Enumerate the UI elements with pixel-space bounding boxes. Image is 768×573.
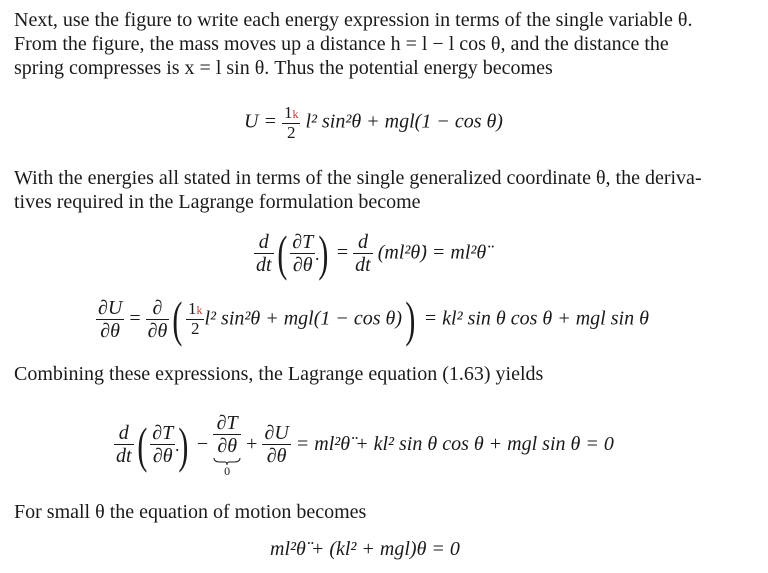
eq-sign: = <box>336 241 349 264</box>
left-paren: ( <box>172 291 183 347</box>
fraction-dT-dtheta <box>213 412 241 477</box>
frac-numerator: ∂T <box>216 412 238 434</box>
text-line: Combining these expressions, the Lagrange equation (1.63) yields <box>14 363 544 385</box>
left-paren: ( <box>276 225 287 281</box>
frac-numerator: ∂T <box>152 422 174 444</box>
frac-numerator: ∂U <box>264 422 289 444</box>
frac-denominator: ∂θ <box>266 445 287 467</box>
frac-numerator: ∂ <box>152 296 163 319</box>
equation-lagrange <box>114 412 614 477</box>
frac-numerator: ∂U <box>98 296 123 319</box>
frac-numerator: d <box>357 230 368 253</box>
fraction-d-dt <box>114 422 134 467</box>
frac-numerator: ∂T <box>292 230 314 253</box>
right-paren: ) <box>178 416 189 473</box>
plus-sign: + <box>246 433 258 455</box>
right-paren: ) <box>318 225 329 281</box>
eq-sign: = <box>129 307 141 330</box>
frac-denominator: ∂θ <box>100 319 121 342</box>
paragraph-generalized-coordinate <box>14 166 754 214</box>
frac-denominator: dt <box>116 445 132 467</box>
fraction-d-dt-rhs <box>353 231 373 276</box>
fraction-half <box>186 300 205 338</box>
fraction-dT-dthetadot <box>150 422 175 467</box>
frac-numerator: d <box>258 230 269 253</box>
left-paren: ( <box>136 416 147 473</box>
text-line: tives required in the Lagrange formulation become <box>14 191 421 213</box>
frac-numerator: d <box>118 422 129 444</box>
fraction-partial-dtheta <box>146 297 170 342</box>
eq-text: ml²θ̈ + (kl² + mgl)θ = 0 <box>270 538 460 560</box>
frac-numerator: 1 <box>283 103 293 122</box>
eq-rhs: (ml²θ̇) = ml²θ̈ <box>377 241 487 264</box>
eq-lhs: U = <box>244 110 277 133</box>
fraction-dT-dthetadot <box>290 231 315 276</box>
paragraph-energy-expressions <box>14 8 754 80</box>
underbrace-zero: 0 <box>224 464 231 478</box>
frac-denominator: ∂θ̇ <box>292 253 313 276</box>
text-line: For small θ the equation of motion becomes <box>14 501 367 523</box>
paragraph-combining <box>14 362 754 386</box>
frac-denominator: 2 <box>286 123 296 142</box>
frac-denominator: ∂θ <box>147 319 168 342</box>
inner-expression: l² sin²θ + mgl(1 − cos θ) <box>204 307 402 330</box>
frac-denominator: dt <box>355 253 371 276</box>
paragraph-small-theta <box>14 500 754 524</box>
eq-rhs: = ml²θ̈ + kl² sin θ cos θ + mgl sin θ = 0 <box>295 433 614 455</box>
equation-potential-energy <box>244 104 503 142</box>
eq-rest: l² sin²θ + mgl(1 − cos θ) <box>305 110 503 133</box>
frac-denominator: 2 <box>190 319 200 338</box>
right-paren: ) <box>405 291 416 347</box>
fraction-dU-dtheta <box>96 297 124 342</box>
fraction-d-dt <box>254 231 274 276</box>
text-line: From the figure, the mass moves up a distance h = l − l cos θ, and the distance the <box>14 33 669 55</box>
frac-numerator-k: k <box>196 303 203 317</box>
equation-small-angle <box>270 538 460 561</box>
frac-numerator: 1 <box>187 299 197 318</box>
equation-potential-derivative <box>96 291 649 347</box>
eq-rhs: = kl² sin θ cos θ + mgl sin θ <box>423 307 649 330</box>
frac-denominator: ∂θ̇ <box>152 445 173 467</box>
fraction-dU-dtheta <box>262 422 290 467</box>
frac-numerator-k: k <box>292 107 299 121</box>
fraction-half <box>282 104 301 142</box>
text-line: spring compresses is x = l sin θ. Thus the potential energy becomes <box>14 57 553 79</box>
frac-denominator: dt <box>256 253 272 276</box>
text-line: With the energies all stated in terms of the single generalized coordinate θ, the deriva- <box>14 167 702 189</box>
equation-kinetic-derivative <box>254 225 487 281</box>
frac-denominator: ∂θ <box>217 435 238 457</box>
text-line: Next, use the figure to write each energy expression in terms of the single variable θ. <box>14 9 693 31</box>
minus-sign: − <box>196 433 209 455</box>
